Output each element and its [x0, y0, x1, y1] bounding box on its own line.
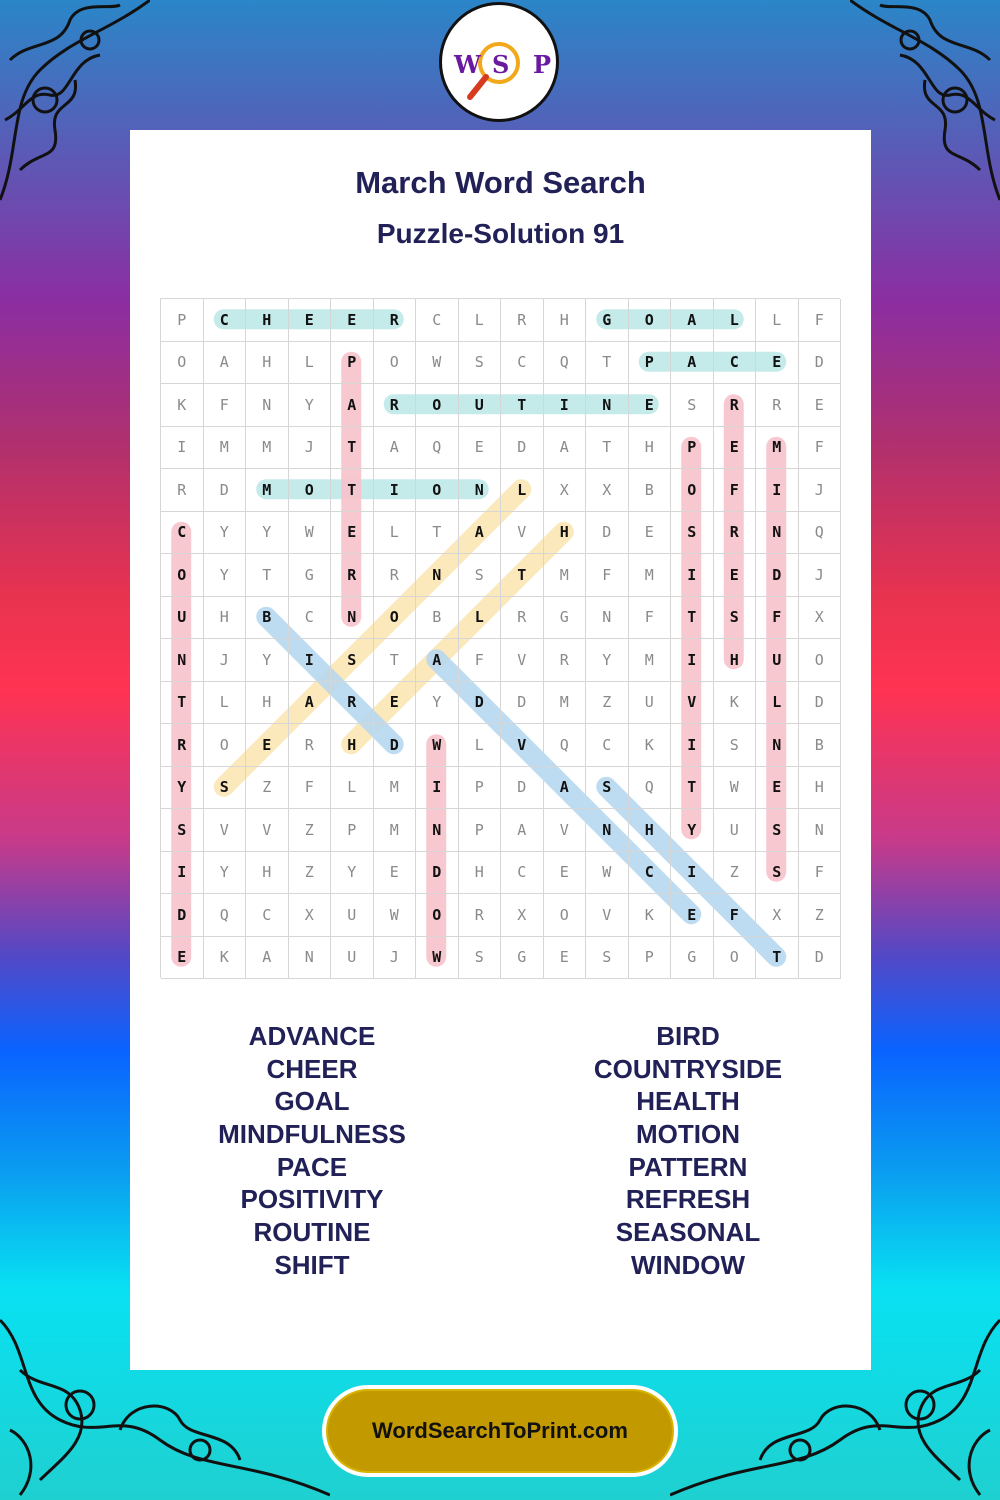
grid-cell[interactable]: I: [671, 852, 714, 895]
grid-cell[interactable]: C: [714, 342, 757, 385]
puzzle-card: [130, 130, 871, 1370]
grid-cell[interactable]: M: [246, 469, 289, 512]
word-search-grid: [160, 298, 840, 978]
grid-cell[interactable]: A: [416, 639, 459, 682]
grid-cell[interactable]: N: [246, 384, 289, 427]
logo-letter-w: W: [454, 50, 481, 79]
grid-cell[interactable]: Q: [416, 427, 459, 470]
word-list-item: COUNTRYSIDE: [593, 1053, 783, 1084]
grid-cell[interactable]: O: [161, 554, 204, 597]
grid-cell[interactable]: P: [629, 937, 672, 980]
grid-cell[interactable]: F: [714, 894, 757, 937]
grid-cell[interactable]: S: [204, 767, 247, 810]
grid-cell[interactable]: V: [544, 809, 587, 852]
grid-cell[interactable]: T: [331, 427, 374, 470]
grid-cell[interactable]: D: [161, 894, 204, 937]
grid-cell[interactable]: H: [204, 597, 247, 640]
grid-cell[interactable]: F: [714, 469, 757, 512]
logo-letter-p: P: [533, 50, 552, 79]
grid-cell[interactable]: N: [756, 724, 799, 767]
grid-cell[interactable]: Q: [629, 767, 672, 810]
grid-cell[interactable]: T: [671, 597, 714, 640]
grid-cell[interactable]: F: [204, 384, 247, 427]
grid-cell[interactable]: J: [799, 554, 842, 597]
grid-cell[interactable]: A: [671, 342, 714, 385]
grid-cell[interactable]: Z: [289, 852, 332, 895]
grid-cell[interactable]: F: [799, 852, 842, 895]
grid-cell[interactable]: T: [374, 639, 417, 682]
grid-cell[interactable]: M: [374, 767, 417, 810]
grid-cell[interactable]: Z: [714, 852, 757, 895]
grid-cell[interactable]: D: [501, 767, 544, 810]
grid-cell[interactable]: T: [416, 512, 459, 555]
grid-cell[interactable]: Y: [671, 809, 714, 852]
grid-cell[interactable]: R: [374, 299, 417, 342]
grid-cell[interactable]: T: [246, 554, 289, 597]
grid-cell[interactable]: L: [756, 682, 799, 725]
grid-cell[interactable]: D: [501, 427, 544, 470]
grid-cell[interactable]: E: [374, 682, 417, 725]
grid-cell[interactable]: U: [161, 597, 204, 640]
word-list-item: PACE: [276, 1151, 348, 1182]
grid-cell[interactable]: T: [161, 682, 204, 725]
grid-cell[interactable]: P: [331, 809, 374, 852]
grid-cell[interactable]: O: [799, 639, 842, 682]
grid-cell[interactable]: X: [544, 469, 587, 512]
word-list-item: ADVANCE: [248, 1021, 376, 1051]
grid-cell[interactable]: O: [416, 894, 459, 937]
grid-cell[interactable]: G: [544, 597, 587, 640]
grid-cell[interactable]: E: [161, 937, 204, 980]
wsp-logo[interactable]: [439, 2, 559, 122]
grid-cell[interactable]: U: [331, 937, 374, 980]
grid-cell[interactable]: B: [629, 469, 672, 512]
grid-cell[interactable]: D: [756, 554, 799, 597]
grid-cell[interactable]: N: [586, 809, 629, 852]
grid-cell[interactable]: P: [459, 767, 502, 810]
grid-cell[interactable]: C: [289, 597, 332, 640]
word-list-item: PATTERN: [628, 1151, 748, 1182]
grid-cell[interactable]: H: [799, 767, 842, 810]
grid-cell[interactable]: F: [586, 554, 629, 597]
grid-cell[interactable]: S: [586, 767, 629, 810]
grid-cell[interactable]: V: [671, 682, 714, 725]
grid-cell[interactable]: C: [161, 512, 204, 555]
grid-cell[interactable]: A: [544, 767, 587, 810]
grid-cell[interactable]: G: [289, 554, 332, 597]
word-list-item: REFRESH: [625, 1184, 751, 1215]
ornament-top-left: [0, 0, 150, 210]
grid-cell[interactable]: K: [161, 384, 204, 427]
grid-cell[interactable]: C: [629, 852, 672, 895]
word-list-item: MOTION: [636, 1119, 740, 1150]
grid-cell[interactable]: K: [629, 724, 672, 767]
grid-cell[interactable]: H: [246, 852, 289, 895]
grid-cell[interactable]: O: [416, 469, 459, 512]
word-list-item: ROUTINE: [253, 1217, 371, 1248]
word-list-item: BIRD: [656, 1021, 720, 1051]
grid-cell[interactable]: R: [501, 299, 544, 342]
grid-cell[interactable]: X: [756, 894, 799, 937]
grid-cell[interactable]: Q: [544, 342, 587, 385]
grid-cell[interactable]: F: [799, 427, 842, 470]
grid-cell[interactable]: Y: [161, 767, 204, 810]
grid-cell[interactable]: L: [501, 469, 544, 512]
grid-cell[interactable]: X: [799, 597, 842, 640]
grid-cell[interactable]: A: [671, 299, 714, 342]
grid-cell[interactable]: E: [671, 894, 714, 937]
page-title: March Word Search: [355, 165, 646, 200]
grid-cell[interactable]: M: [204, 427, 247, 470]
grid-cell[interactable]: S: [714, 724, 757, 767]
grid-cell[interactable]: N: [416, 554, 459, 597]
grid-cell[interactable]: E: [331, 512, 374, 555]
grid-cell[interactable]: H: [459, 852, 502, 895]
word-list-item: HEALTH: [636, 1086, 740, 1117]
grid-cell[interactable]: A: [374, 427, 417, 470]
grid-cell[interactable]: A: [459, 512, 502, 555]
grid-cell[interactable]: O: [204, 724, 247, 767]
grid-cell[interactable]: S: [161, 809, 204, 852]
grid-cell[interactable]: R: [714, 512, 757, 555]
grid-cell[interactable]: J: [374, 937, 417, 980]
grid-cell[interactable]: O: [161, 342, 204, 385]
grid-cell[interactable]: O: [714, 937, 757, 980]
grid-cell[interactable]: M: [544, 554, 587, 597]
letter-grid: [160, 298, 840, 978]
grid-cell[interactable]: C: [416, 299, 459, 342]
word-list-right: [538, 1020, 838, 1282]
grid-cell[interactable]: N: [799, 809, 842, 852]
grid-cell[interactable]: V: [586, 894, 629, 937]
grid-cell[interactable]: X: [586, 469, 629, 512]
grid-cell[interactable]: E: [629, 512, 672, 555]
word-list-item: SEASONAL: [615, 1217, 761, 1248]
grid-cell[interactable]: D: [799, 937, 842, 980]
grid-cell[interactable]: Y: [416, 682, 459, 725]
grid-cell[interactable]: W: [586, 852, 629, 895]
grid-cell[interactable]: M: [246, 427, 289, 470]
grid-cell[interactable]: A: [331, 384, 374, 427]
grid-cell[interactable]: U: [756, 639, 799, 682]
grid-cell[interactable]: W: [289, 512, 332, 555]
grid-cell[interactable]: G: [501, 937, 544, 980]
grid-cell[interactable]: D: [799, 682, 842, 725]
grid-cell[interactable]: T: [586, 342, 629, 385]
grid-cell[interactable]: P: [629, 342, 672, 385]
grid-cell[interactable]: M: [629, 639, 672, 682]
grid-cell[interactable]: W: [416, 937, 459, 980]
grid-cell[interactable]: R: [161, 469, 204, 512]
grid-cell[interactable]: C: [246, 894, 289, 937]
grid-cell[interactable]: L: [374, 512, 417, 555]
grid-cell[interactable]: S: [714, 597, 757, 640]
grid-cell[interactable]: F: [289, 767, 332, 810]
grid-cell[interactable]: E: [544, 937, 587, 980]
grid-cell[interactable]: G: [586, 299, 629, 342]
grid-cell[interactable]: Y: [204, 512, 247, 555]
grid-cell[interactable]: L: [331, 767, 374, 810]
grid-cell[interactable]: A: [289, 682, 332, 725]
grid-cell[interactable]: I: [671, 554, 714, 597]
grid-cell[interactable]: I: [161, 852, 204, 895]
grid-cell[interactable]: R: [756, 384, 799, 427]
grid-cell[interactable]: M: [374, 809, 417, 852]
grid-cell[interactable]: P: [459, 809, 502, 852]
grid-cell[interactable]: A: [501, 809, 544, 852]
grid-cell[interactable]: T: [331, 469, 374, 512]
grid-cell[interactable]: Z: [799, 894, 842, 937]
grid-cell[interactable]: J: [799, 469, 842, 512]
grid-cell[interactable]: N: [416, 809, 459, 852]
grid-cell[interactable]: Y: [586, 639, 629, 682]
grid-cell[interactable]: X: [289, 894, 332, 937]
grid-cell[interactable]: E: [799, 384, 842, 427]
grid-cell[interactable]: M: [544, 682, 587, 725]
grid-cell[interactable]: M: [756, 427, 799, 470]
grid-cell[interactable]: R: [289, 724, 332, 767]
grid-cell[interactable]: L: [459, 597, 502, 640]
grid-cell[interactable]: B: [246, 597, 289, 640]
grid-cell[interactable]: M: [629, 554, 672, 597]
grid-cell[interactable]: E: [544, 852, 587, 895]
grid-cell[interactable]: G: [671, 937, 714, 980]
grid-cell[interactable]: I: [416, 767, 459, 810]
grid-cell[interactable]: Z: [289, 809, 332, 852]
word-list-item: POSITIVITY: [240, 1184, 384, 1215]
grid-cell[interactable]: O: [416, 384, 459, 427]
grid-cell[interactable]: C: [501, 852, 544, 895]
grid-cell[interactable]: Z: [246, 767, 289, 810]
grid-cell[interactable]: E: [714, 554, 757, 597]
grid-cell[interactable]: Y: [246, 639, 289, 682]
grid-cell[interactable]: H: [629, 427, 672, 470]
site-link-button[interactable]: WordSearchToPrint.com: [322, 1385, 678, 1477]
grid-cell[interactable]: T: [586, 427, 629, 470]
grid-cell[interactable]: S: [459, 937, 502, 980]
grid-cell[interactable]: Y: [331, 852, 374, 895]
grid-cell[interactable]: R: [459, 894, 502, 937]
grid-cell[interactable]: R: [501, 597, 544, 640]
grid-cell[interactable]: S: [671, 384, 714, 427]
grid-cell[interactable]: H: [331, 724, 374, 767]
grid-cell[interactable]: S: [756, 809, 799, 852]
grid-cell[interactable]: T: [501, 384, 544, 427]
grid-cell[interactable]: V: [501, 512, 544, 555]
word-list-item: SHIFT: [274, 1249, 350, 1280]
grid-cell[interactable]: S: [586, 937, 629, 980]
grid-cell[interactable]: V: [204, 809, 247, 852]
grid-cell[interactable]: L: [459, 724, 502, 767]
grid-cell[interactable]: V: [246, 809, 289, 852]
grid-cell[interactable]: D: [501, 682, 544, 725]
grid-cell[interactable]: S: [331, 639, 374, 682]
grid-cell[interactable]: B: [799, 724, 842, 767]
grid-cell[interactable]: K: [204, 937, 247, 980]
grid-cell[interactable]: K: [629, 894, 672, 937]
grid-cell[interactable]: D: [586, 512, 629, 555]
grid-cell[interactable]: W: [374, 894, 417, 937]
grid-cell[interactable]: C: [586, 724, 629, 767]
grid-cell[interactable]: Y: [204, 554, 247, 597]
grid-cell[interactable]: K: [714, 682, 757, 725]
grid-cell[interactable]: W: [416, 342, 459, 385]
grid-cell[interactable]: H: [246, 299, 289, 342]
grid-cell[interactable]: H: [246, 682, 289, 725]
word-list-item: CHEER: [266, 1053, 358, 1084]
grid-cell[interactable]: E: [289, 299, 332, 342]
grid-cell[interactable]: E: [714, 427, 757, 470]
grid-cell[interactable]: T: [756, 937, 799, 980]
grid-cell[interactable]: L: [204, 682, 247, 725]
grid-cell[interactable]: H: [544, 512, 587, 555]
grid-cell[interactable]: N: [459, 469, 502, 512]
grid-cell[interactable]: I: [671, 724, 714, 767]
grid-cell[interactable]: O: [671, 469, 714, 512]
grid-cell[interactable]: N: [289, 937, 332, 980]
grid-cell[interactable]: R: [714, 384, 757, 427]
grid-cell[interactable]: N: [331, 597, 374, 640]
grid-cell[interactable]: S: [459, 554, 502, 597]
grid-cell[interactable]: U: [459, 384, 502, 427]
grid-cell[interactable]: L: [289, 342, 332, 385]
grid-cell[interactable]: X: [501, 894, 544, 937]
grid-cell[interactable]: P: [671, 427, 714, 470]
grid-cell[interactable]: Y: [204, 852, 247, 895]
grid-cell[interactable]: A: [204, 342, 247, 385]
grid-cell[interactable]: N: [756, 512, 799, 555]
grid-cell[interactable]: B: [416, 597, 459, 640]
grid-cell[interactable]: D: [799, 342, 842, 385]
grid-cell[interactable]: U: [714, 809, 757, 852]
word-list-item: WINDOW: [630, 1249, 746, 1280]
grid-cell[interactable]: D: [459, 682, 502, 725]
grid-cell[interactable]: I: [374, 469, 417, 512]
logo-letter-s: S: [492, 50, 510, 79]
grid-cell[interactable]: H: [629, 809, 672, 852]
grid-cell[interactable]: S: [459, 342, 502, 385]
grid-cell[interactable]: D: [374, 724, 417, 767]
grid-cell[interactable]: E: [374, 852, 417, 895]
grid-cell[interactable]: D: [416, 852, 459, 895]
grid-cell[interactable]: R: [331, 554, 374, 597]
grid-cell[interactable]: F: [629, 597, 672, 640]
grid-cell[interactable]: R: [544, 639, 587, 682]
grid-cell[interactable]: R: [331, 682, 374, 725]
grid-cell[interactable]: P: [331, 342, 374, 385]
grid-cell[interactable]: V: [501, 724, 544, 767]
word-list-left: [162, 1020, 462, 1282]
grid-cell[interactable]: I: [289, 639, 332, 682]
grid-cell[interactable]: I: [756, 469, 799, 512]
ornament-top-right: [850, 0, 1000, 210]
grid-cell[interactable]: H: [246, 342, 289, 385]
grid-cell[interactable]: E: [331, 299, 374, 342]
grid-cell[interactable]: F: [459, 639, 502, 682]
grid-cell[interactable]: W: [714, 767, 757, 810]
grid-cell[interactable]: O: [374, 597, 417, 640]
grid-cell[interactable]: F: [799, 299, 842, 342]
grid-cell[interactable]: I: [544, 384, 587, 427]
grid-cell[interactable]: Q: [544, 724, 587, 767]
grid-cell[interactable]: O: [629, 299, 672, 342]
grid-cell[interactable]: U: [331, 894, 374, 937]
grid-cell[interactable]: T: [671, 767, 714, 810]
grid-cell[interactable]: R: [161, 724, 204, 767]
grid-cell[interactable]: S: [756, 852, 799, 895]
grid-cell[interactable]: Y: [246, 512, 289, 555]
grid-cell[interactable]: L: [459, 299, 502, 342]
grid-cell[interactable]: E: [246, 724, 289, 767]
word-list-item: GOAL: [274, 1086, 350, 1117]
grid-cell[interactable]: O: [374, 342, 417, 385]
grid-cell[interactable]: E: [459, 427, 502, 470]
grid-cell[interactable]: E: [756, 342, 799, 385]
grid-cell[interactable]: Z: [586, 682, 629, 725]
grid-cell[interactable]: D: [204, 469, 247, 512]
grid-cell[interactable]: S: [671, 512, 714, 555]
grid-cell[interactable]: F: [756, 597, 799, 640]
grid-cell[interactable]: N: [586, 384, 629, 427]
grid-cell[interactable]: J: [204, 639, 247, 682]
grid-cell[interactable]: Y: [289, 384, 332, 427]
grid-cell[interactable]: I: [671, 639, 714, 682]
grid-cell[interactable]: R: [374, 384, 417, 427]
grid-cell[interactable]: T: [501, 554, 544, 597]
word-list-item: MINDFULNESS: [218, 1119, 406, 1150]
grid-cell[interactable]: L: [714, 299, 757, 342]
grid-cell[interactable]: J: [289, 427, 332, 470]
grid-cell[interactable]: E: [756, 767, 799, 810]
grid-cell[interactable]: C: [501, 342, 544, 385]
grid-cell[interactable]: O: [289, 469, 332, 512]
page-subtitle: Puzzle-Solution 91: [376, 218, 625, 249]
grid-cell[interactable]: W: [416, 724, 459, 767]
grid-cell[interactable]: R: [374, 554, 417, 597]
grid-cell[interactable]: N: [161, 639, 204, 682]
grid-cell[interactable]: Q: [799, 512, 842, 555]
grid-cell[interactable]: O: [544, 894, 587, 937]
grid-cell[interactable]: H: [714, 639, 757, 682]
grid-cell[interactable]: H: [544, 299, 587, 342]
grid-cell[interactable]: A: [544, 427, 587, 470]
grid-cell[interactable]: L: [756, 299, 799, 342]
grid-cell[interactable]: V: [501, 639, 544, 682]
grid-cell[interactable]: N: [586, 597, 629, 640]
grid-cell[interactable]: A: [246, 937, 289, 980]
grid-cell[interactable]: C: [204, 299, 247, 342]
grid-cell[interactable]: P: [161, 299, 204, 342]
grid-cell[interactable]: Q: [204, 894, 247, 937]
grid-cell[interactable]: E: [629, 384, 672, 427]
grid-cell[interactable]: U: [629, 682, 672, 725]
grid-cell[interactable]: I: [161, 427, 204, 470]
